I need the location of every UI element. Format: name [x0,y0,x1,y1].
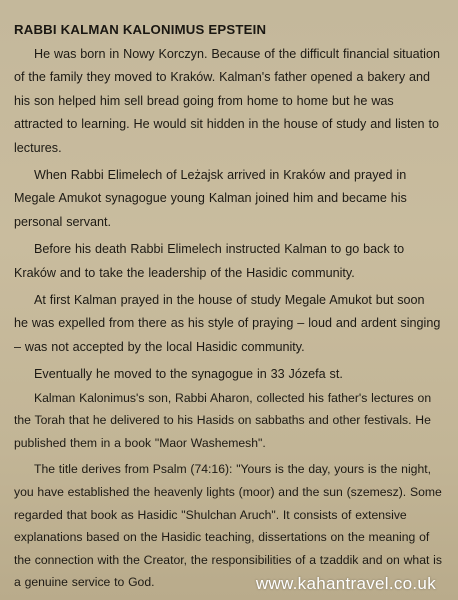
paragraph-early-life: He was born in Nowy Korczyn. Because of the difficult financial situation of the family they moved to Kraków. Kalman's father opened a bakery and his son helped him sell bread going from home to home but he was attracted to learning. He would sit hidden in the house of study and listen to lectures. [14,47,440,155]
paragraph-synagogue: Eventually he moved to the synagogue in 33 Józefa st. [34,367,343,382]
paragraph-expelled: At first Kalman prayed in the house of study Megale Amukot but soon he was expelled from there as his style of praying – loud and ardent singing – was not accepted by the local Hasidic community. [14,293,441,354]
watermark-url: www.kahantravel.co.uk [255,574,436,593]
plaque-heading: RABBI KALMAN KALONIMUS EPSTEIN [14,22,267,37]
paragraph-elimelech: When Rabbi Elimelech of Leżajsk arrived in Kraków and prayed in Megale Amukot synagogue young Kalman joined him and became his personal servant. [14,168,407,229]
paragraph-title: The title derives from Psalm (74:16): "Yours is the day, yours is the night, you have established the heavenly lights (moor) and the sun (szemesz). Some regarded that book as Hasidic "Shulchan Aruch". It consists of extensive explanations based on the Hasidic teaching, dissertations on the meaning of the connection with the Creator, the responsibilities of a tzaddik and on what is a genuine service to God. [14,462,442,590]
paragraph-son: Kalman Kalonimus's son, Rabbi Aharon, collected his father's lectures on the Torah that he delivered to his Hasids on sabbaths and other festivals. He published them in a book "Maor Washemesh". [14,390,432,450]
paragraph-leadership: Before his death Rabbi Elimelech instructed Kalman to go back to Kraków and to take the leadership of the Hasidic community. [14,242,405,280]
